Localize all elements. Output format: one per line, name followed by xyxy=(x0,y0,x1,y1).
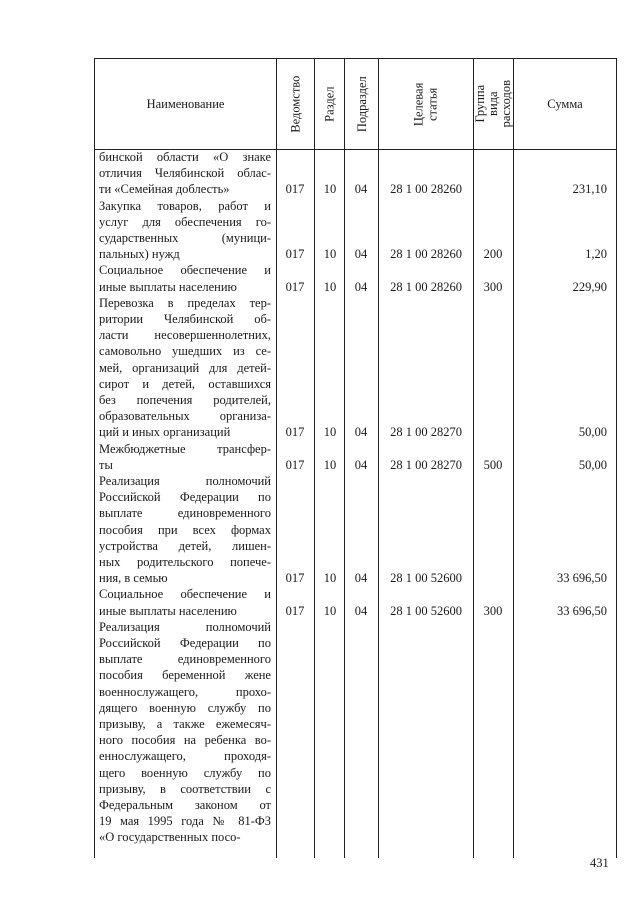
row-celevaya: 28 1 00 28260 xyxy=(390,247,462,262)
row-name-line: сирот и детей, оставшихся xyxy=(99,376,271,391)
row-summa: 50,00 xyxy=(578,457,607,472)
row-name-line: Российской Федерации по xyxy=(99,636,271,650)
row-name xyxy=(99,198,271,263)
header-vedomstvo-text: Ведомство xyxy=(288,75,303,133)
row-name-line: «О государственных посо- xyxy=(99,830,241,845)
row-name-line: Реализация полномочий xyxy=(99,474,271,488)
row-name-line: пальных) нужд xyxy=(99,247,180,262)
row-name-line: 19 мая 1995 года № 81-ФЗ xyxy=(99,814,271,829)
row-name-line: без попечения родителей, xyxy=(99,393,271,408)
row-name-line: выплате единовременного xyxy=(99,652,271,667)
row-summa: 33 696,50 xyxy=(557,603,607,618)
row-razdel: 10 xyxy=(323,457,337,472)
row-vedomstvo: 017 xyxy=(285,603,305,618)
row-celevaya: 28 1 00 28270 xyxy=(390,457,462,472)
header-celevaya xyxy=(379,59,473,149)
row-name-line: дящего военную службу по xyxy=(99,700,271,715)
row-name-line: Межбюджетные трансфер- xyxy=(99,441,271,456)
row-celevaya: 28 1 00 28270 xyxy=(390,425,462,440)
row-name-line: ных родительского попече- xyxy=(99,555,271,570)
row-gruppa: 500 xyxy=(483,457,503,472)
header-gruppa-text: Группа вида расходов xyxy=(472,80,514,128)
row-podrazdel: 04 xyxy=(354,182,368,197)
row-name xyxy=(99,619,271,846)
row-razdel: 10 xyxy=(323,571,337,586)
row-name-line: выплате единовременного xyxy=(99,506,271,521)
row-podrazdel: 04 xyxy=(354,279,368,294)
row-name-line: Российской Федерации по xyxy=(99,490,271,505)
row-gruppa: 200 xyxy=(483,247,503,262)
header-celevaya-text: Целевая статья xyxy=(411,82,440,126)
row-name-line: военнослужащего, прохо- xyxy=(99,684,271,699)
row-razdel: 10 xyxy=(323,247,337,262)
table-left-border xyxy=(94,58,95,858)
row-vedomstvo: 017 xyxy=(285,279,305,294)
row-name-line: образовательных организа- xyxy=(99,409,271,424)
column-divider xyxy=(314,58,315,858)
row-name-line: еннослужащего, проходя- xyxy=(99,749,271,764)
row-podrazdel: 04 xyxy=(354,425,368,440)
row-name xyxy=(99,295,271,441)
row-name-line: сударственных (муници- xyxy=(99,231,271,245)
row-name-line: пособия беременной жене xyxy=(99,668,271,683)
row-name-line: устройства детей, лишен- xyxy=(99,538,271,553)
row-name xyxy=(99,149,271,198)
header-razdel-text: Раздел xyxy=(322,86,337,122)
header-podrazdel xyxy=(345,59,378,149)
row-celevaya: 28 1 00 28260 xyxy=(390,182,462,197)
row-name-line: Федеральным законом от xyxy=(99,798,271,813)
header-summa-text: Сумма xyxy=(547,96,583,111)
row-name-line: ласти несовершеннолетних, xyxy=(99,328,271,343)
row-name-line: пособия при всех формах xyxy=(99,522,271,537)
row-name-line: ти «Семейная доблесть» xyxy=(99,182,230,197)
header-gruppa xyxy=(474,59,513,149)
row-summa: 1,20 xyxy=(585,247,607,262)
row-razdel: 10 xyxy=(323,603,337,618)
page-number: 431 xyxy=(590,856,609,870)
row-gruppa: 300 xyxy=(483,603,503,618)
row-razdel: 10 xyxy=(323,425,337,440)
row-vedomstvo: 017 xyxy=(285,425,305,440)
row-name-line: ритории Челябинской об- xyxy=(99,312,271,326)
row-name-line: щего военную службу по xyxy=(99,765,271,780)
row-name-line: призыву, в соответствии с xyxy=(99,781,271,796)
row-vedomstvo: 017 xyxy=(285,571,305,586)
row-name-line: мей, организаций для детей- xyxy=(99,360,271,375)
row-name xyxy=(99,586,271,618)
row-vedomstvo: 017 xyxy=(285,182,305,197)
row-celevaya: 28 1 00 52600 xyxy=(390,603,462,618)
row-summa: 33 696,50 xyxy=(557,571,607,586)
row-gruppa: 300 xyxy=(483,279,503,294)
row-name-line: отличия Челябинской облас- xyxy=(99,166,271,181)
row-vedomstvo: 017 xyxy=(285,247,305,262)
row-summa: 229,90 xyxy=(572,279,607,294)
row-podrazdel: 04 xyxy=(354,457,368,472)
row-celevaya: 28 1 00 52600 xyxy=(390,571,462,586)
row-name-line: Социальное обеспечение и xyxy=(99,263,271,278)
header-name-text: Наименование xyxy=(146,96,225,111)
row-name-line: ного пособия на ребенка во- xyxy=(99,733,271,748)
row-name-line: призыву, а также ежемесяч- xyxy=(99,717,271,732)
row-name-line: ния, в семью xyxy=(99,571,168,586)
table-right-border xyxy=(616,58,617,858)
header-summa xyxy=(514,59,616,149)
row-name xyxy=(99,473,271,586)
row-name-line: услуг для обеспечения го- xyxy=(99,214,271,229)
row-name-line: Реализация полномочий xyxy=(99,619,271,634)
row-name-line: иные выплаты населению xyxy=(99,279,237,294)
row-name xyxy=(99,262,271,294)
row-razdel: 10 xyxy=(323,182,337,197)
row-vedomstvo: 017 xyxy=(285,457,305,472)
row-name-line: иные выплаты населению xyxy=(99,603,237,618)
row-podrazdel: 04 xyxy=(354,247,368,262)
header-razdel xyxy=(315,59,344,149)
row-celevaya: 28 1 00 28260 xyxy=(390,279,462,294)
row-name xyxy=(99,441,271,473)
row-name-line: Социальное обеспечение и xyxy=(99,587,271,602)
row-name-line: ты xyxy=(99,457,113,472)
column-divider xyxy=(513,58,514,858)
row-name-line: бинской области «О знаке xyxy=(99,150,271,164)
row-razdel: 10 xyxy=(323,279,337,294)
header-podrazdel-text: Подраздел xyxy=(354,76,369,132)
row-name-line: Перевозка в пределах тер- xyxy=(99,295,271,310)
row-summa: 50,00 xyxy=(578,425,607,440)
header-vedomstvo xyxy=(277,59,314,149)
row-podrazdel: 04 xyxy=(354,603,368,618)
row-summa: 231,10 xyxy=(572,182,607,197)
row-podrazdel: 04 xyxy=(354,571,368,586)
row-name-line: Закупка товаров, работ и xyxy=(99,198,271,213)
column-divider xyxy=(378,58,379,858)
row-name-line: самовольно ушедших из се- xyxy=(99,344,271,359)
row-name-line: ций и иных организаций xyxy=(99,425,231,440)
header-name xyxy=(95,59,276,149)
